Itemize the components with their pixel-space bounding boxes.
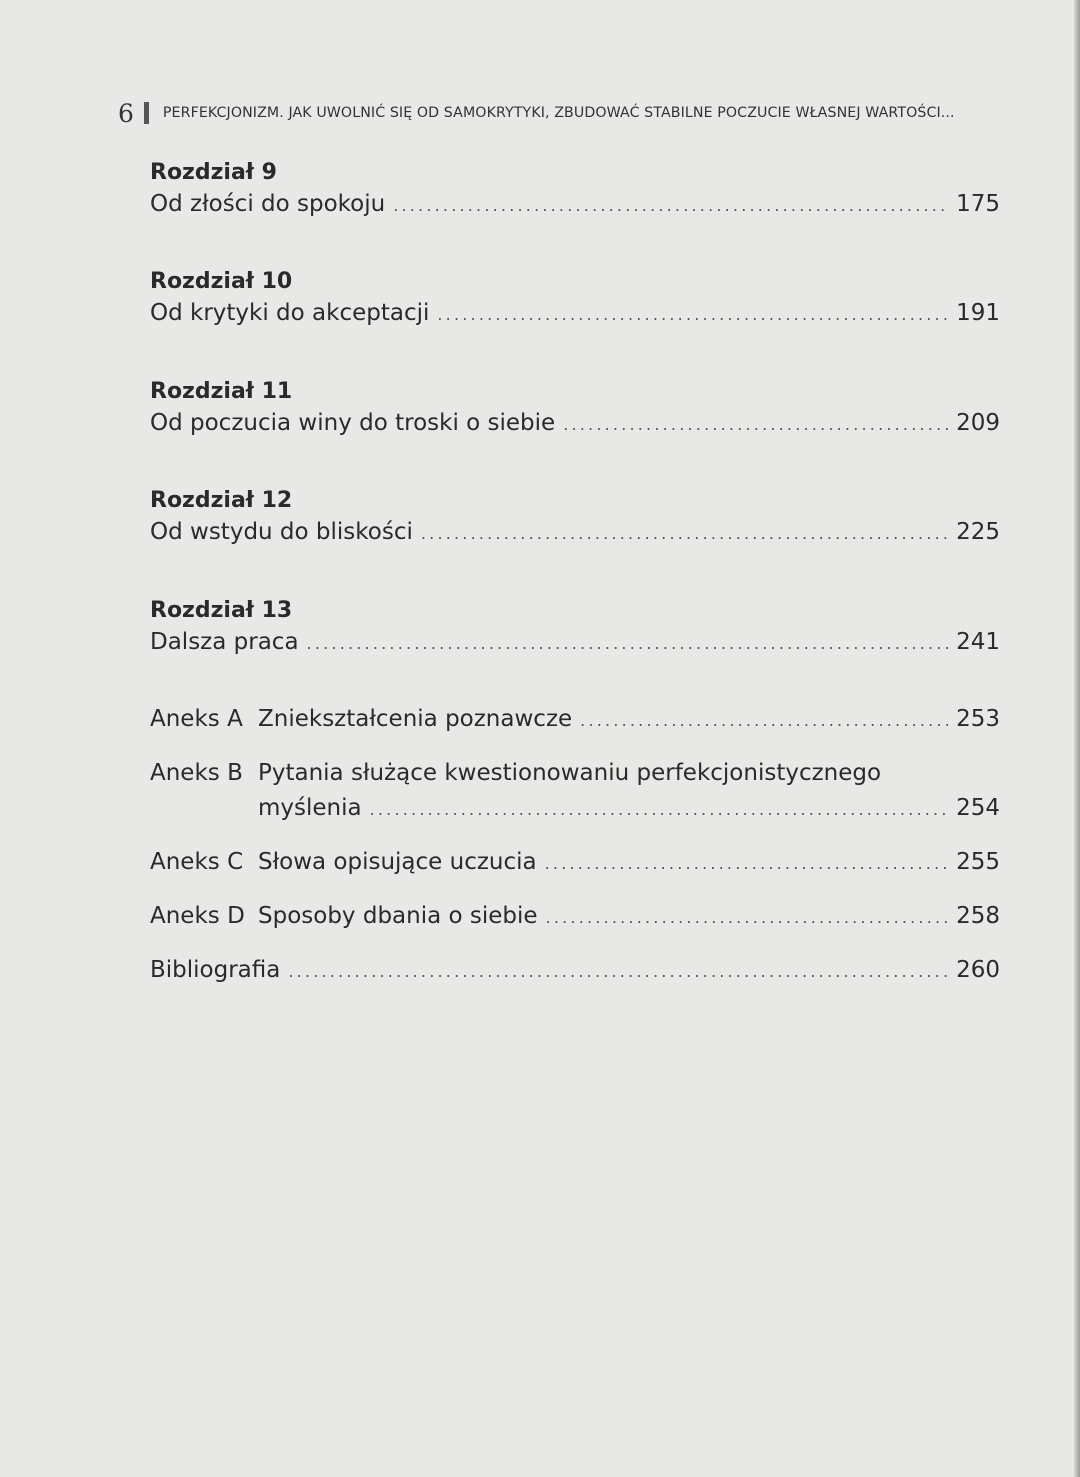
chapter-title: Od złości do spokoju bbox=[150, 191, 386, 217]
toc-annex-d bbox=[150, 900, 1000, 932]
page-ref: 241 bbox=[956, 629, 1000, 655]
toc-annex-b bbox=[150, 757, 1000, 824]
toc-line bbox=[150, 757, 1000, 789]
dot-leader bbox=[580, 705, 948, 737]
toc-chapter-10 bbox=[150, 267, 1000, 329]
chapter-title: Od poczucia winy do troski o siebie bbox=[150, 410, 556, 436]
chapter-title: Dalsza praca bbox=[150, 629, 299, 655]
dot-leader bbox=[563, 409, 948, 441]
toc-line bbox=[150, 900, 1000, 932]
chapter-title: Od wstydu do bliskości bbox=[150, 519, 413, 545]
page-ref: 191 bbox=[956, 300, 1000, 326]
bibliography-title: Bibliografia bbox=[150, 957, 281, 983]
toc-chapter-12 bbox=[150, 486, 1000, 548]
dot-leader bbox=[545, 848, 948, 880]
toc-chapter-11 bbox=[150, 377, 1000, 439]
chapter-label: Rozdział 13 bbox=[150, 598, 293, 623]
toc-line bbox=[150, 516, 1000, 548]
page-ref: 209 bbox=[956, 410, 1000, 436]
annex-label: Aneks A bbox=[150, 706, 243, 732]
toc-chapter-9 bbox=[150, 158, 1000, 220]
annex-title: Zniekształcenia poznawcze bbox=[258, 706, 573, 732]
page-ref: 260 bbox=[956, 957, 1000, 983]
chapter-title: Od krytyki do akceptacji bbox=[150, 300, 430, 326]
annex-title: Sposoby dbania o siebie bbox=[258, 903, 538, 929]
page-ref: 254 bbox=[956, 795, 1000, 821]
dot-leader bbox=[393, 190, 948, 222]
page-ref: 258 bbox=[956, 903, 1000, 929]
chapter-label: Rozdział 11 bbox=[150, 379, 293, 404]
dot-leader bbox=[288, 956, 948, 988]
toc-annex-a bbox=[150, 703, 1000, 735]
toc-line bbox=[150, 792, 1000, 824]
toc-bibliography bbox=[150, 954, 1000, 986]
page-ref: 175 bbox=[956, 191, 1000, 217]
page-ref: 255 bbox=[956, 849, 1000, 875]
chapter-label: Rozdział 9 bbox=[150, 160, 277, 185]
chapter-label: Rozdział 10 bbox=[150, 269, 293, 294]
dot-leader bbox=[370, 794, 948, 826]
chapter-label: Rozdział 12 bbox=[150, 488, 293, 513]
dot-leader bbox=[421, 518, 948, 550]
toc-line bbox=[150, 626, 1000, 658]
annex-title-line1: Pytania służące kwestionowaniu perfekcjonistycznego bbox=[258, 760, 882, 786]
toc-line bbox=[150, 297, 1000, 329]
toc-line bbox=[150, 703, 1000, 735]
page-edge bbox=[1074, 0, 1080, 1477]
dot-leader bbox=[546, 902, 949, 934]
annex-label: Aneks B bbox=[150, 760, 243, 786]
annex-title-line2: myślenia bbox=[258, 795, 362, 821]
annex-label: Aneks D bbox=[150, 903, 245, 929]
running-header bbox=[118, 98, 1018, 128]
toc-line bbox=[150, 188, 1000, 220]
toc-line bbox=[150, 954, 1000, 986]
toc-chapter-13 bbox=[150, 596, 1000, 658]
annex-label: Aneks C bbox=[150, 849, 244, 875]
dot-leader bbox=[437, 299, 948, 331]
page-ref: 225 bbox=[956, 519, 1000, 545]
toc-annex-c bbox=[150, 846, 1000, 878]
running-title: PERFEKCJONIZM. JAK UWOLNIĆ SIĘ OD SAMOKRYTYKI, ZBUDOWAĆ STABILNE POCZUCIE WŁASNEJ WARTOŚCI... bbox=[162, 105, 955, 121]
page-number: 6 bbox=[118, 98, 134, 128]
annex-title: Słowa opisujące uczucia bbox=[258, 849, 537, 875]
page-ref: 253 bbox=[956, 706, 1000, 732]
toc-line bbox=[150, 407, 1000, 439]
toc-line bbox=[150, 846, 1000, 878]
dot-leader bbox=[307, 628, 949, 660]
header-bar bbox=[144, 102, 149, 124]
